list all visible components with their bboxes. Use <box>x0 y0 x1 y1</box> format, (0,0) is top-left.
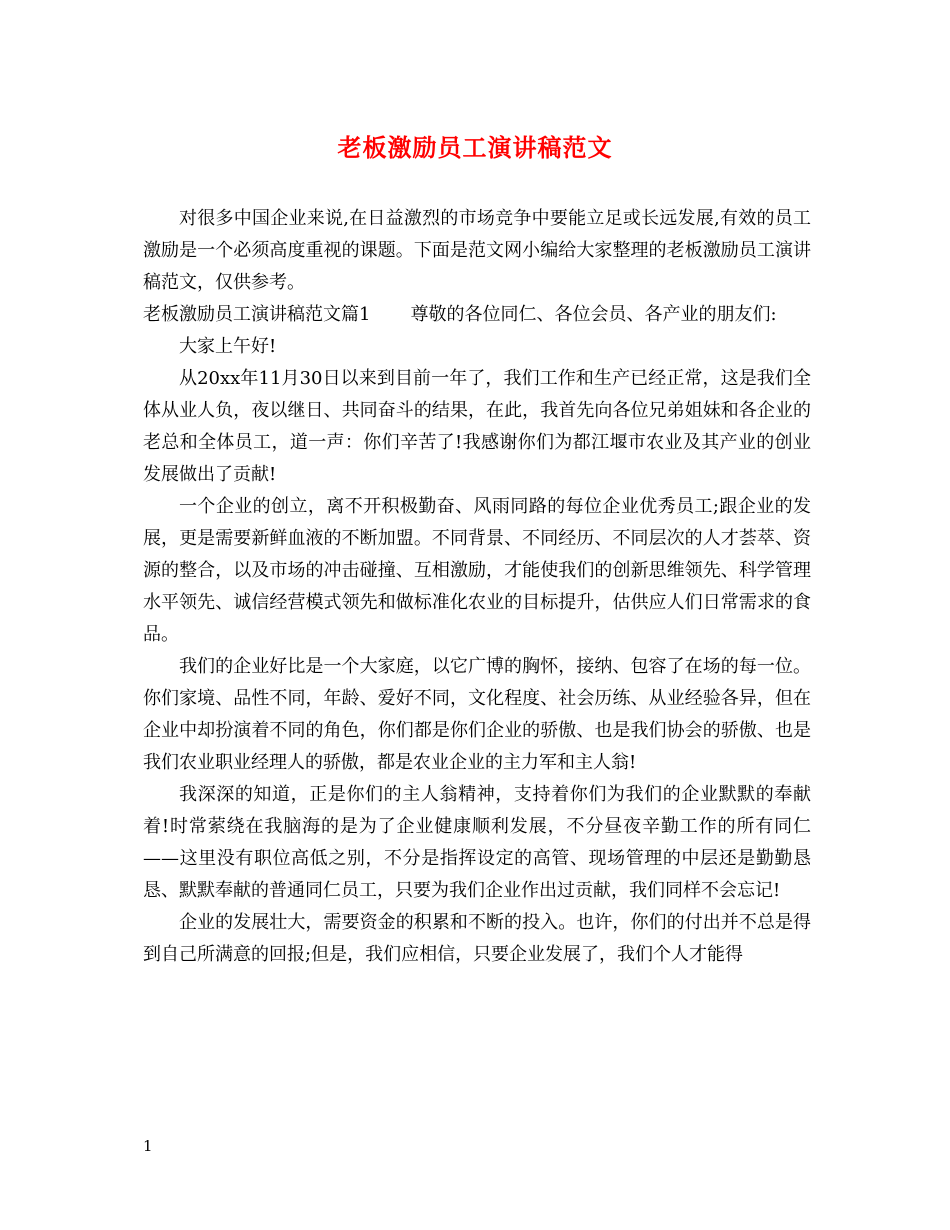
salutation: 尊敬的各位同仁、各位会员、各产业的朋友们: <box>410 304 777 325</box>
body-paragraph-1: 从20xx年11月30日以来到目前一年了，我们工作和生产已经正常，这是我们全体从业人负，夜以继日、共同奋斗的结果，在此，我首先向各位兄弟姐妹和各企业的老总和全体员工，道一声：你们辛苦了!我感谢你们为都江堰市农业及其产业的创业发展做出了贡献! <box>143 368 811 485</box>
body-paragraph-2: 一个企业的创立，离不开积极勤奋、风雨同路的每位企业优秀员工;跟企业的发展，更是需要新鲜血液的不断加盟。不同背景、不同经历、不同层次的人才荟萃、资源的整合，以及市场的冲击碰撞、互相激励，才能使我们的创新思维领先、科学管理水平领先、诚信经营模式领先和做标准化农业的目标提升，估供应人们日常需求的食品。 <box>143 496 811 645</box>
section-heading-line <box>143 299 811 331</box>
body-paragraph-5: 企业的发展壮大，需要资金的积累和不断的投入。也许，你们的付出并不总是得到自己所满意的回报;但是，我们应相信，只要企业发展了，我们个人才能得 <box>143 912 811 965</box>
document-body <box>143 203 811 971</box>
body-paragraph-4: 我深深的知道，正是你们的主人翁精神，支持着你们为我们的企业默默的奉献着!时常萦绕在我脑海的是为了企业健康顺利发展，不分昼夜辛勤工作的所有同仁——这里没有职位高低之别，不分是指挥设定的高管、现场管理的中层还是勤勤恳恳、默默奉献的普通同仁员工，只要为我们企业作出过贡献，我们同样不会忘记! <box>143 784 811 901</box>
greeting-paragraph: 大家上午好! <box>179 336 277 357</box>
intro-paragraph: 对很多中国企业来说,在日益激烈的市场竞争中要能立足或长远发展,有效的员工激励是一个必须高度重视的课题。下面是范文网小编给大家整理的老板激励员工演讲稿范文，仅供参考。 <box>143 208 811 293</box>
body-paragraph-3: 我们的企业好比是一个大家庭，以它广博的胸怀，接纳、包容了在场的每一位。你们家境、品性不同，年龄、爱好不同，文化程度、社会历练、从业经验各异，但在企业中却扮演着不同的角色，你们都是你们企业的骄傲、也是我们协会的骄傲、也是我们农业职业经理人的骄傲，都是农业企业的主力军和主人翁! <box>143 656 811 773</box>
page-number: 1 <box>143 1137 153 1155</box>
section-heading: 老板激励员工演讲稿范文篇1 <box>143 304 371 325</box>
document-title: 老板激励员工演讲稿范文 <box>337 133 613 162</box>
